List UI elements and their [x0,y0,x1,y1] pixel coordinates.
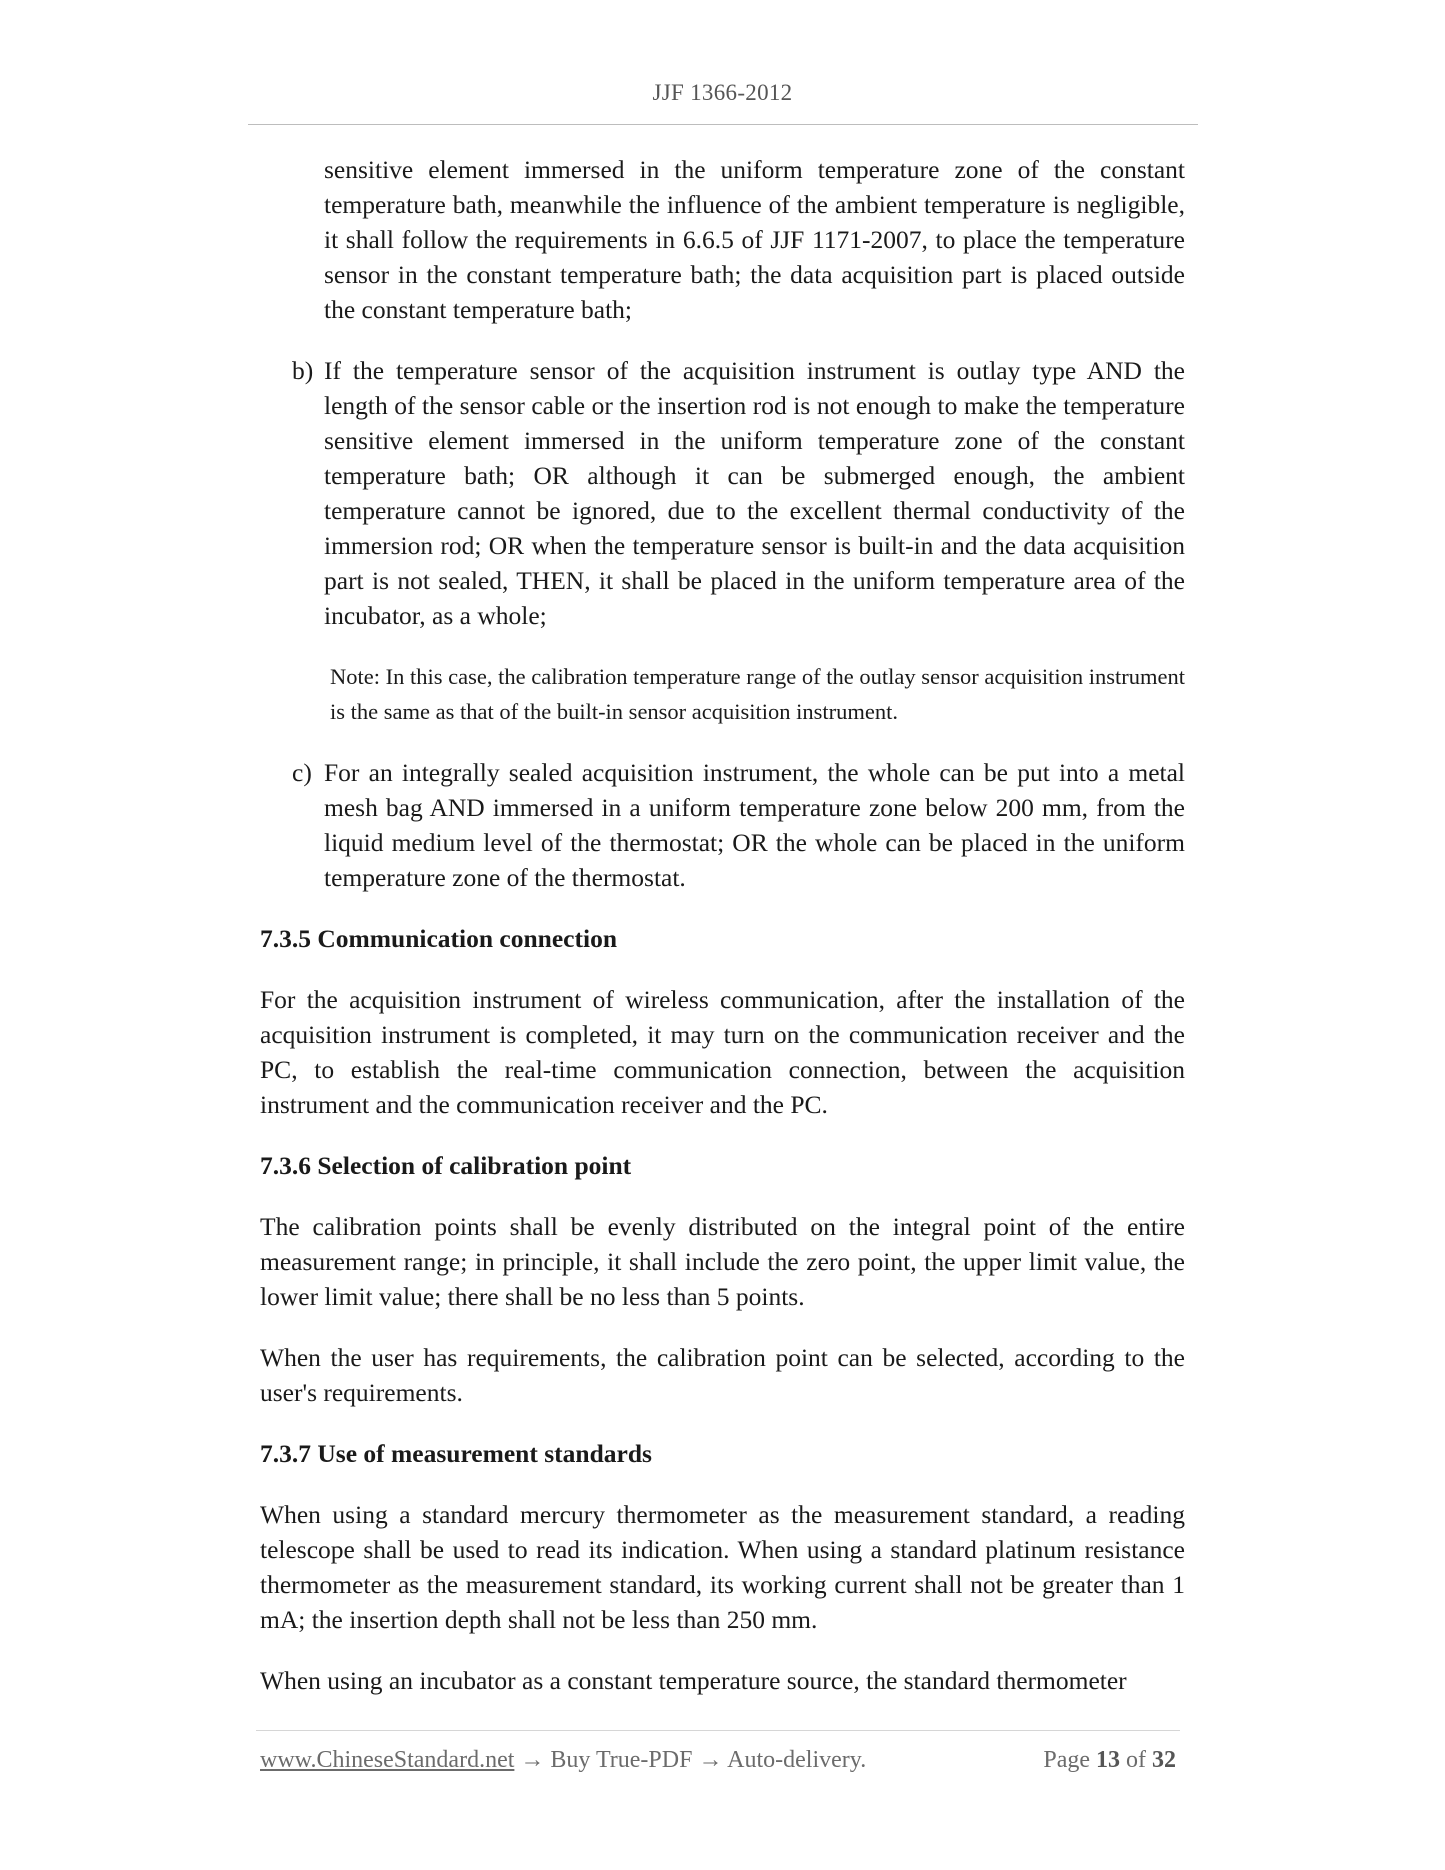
delivery-text: Auto-delivery. [727,1747,867,1773]
section-737-paragraph-1: When using a standard mercury thermometer as the measurement standard, a reading telescope shall be used to read its indication. When using a standard platinum resistance thermometer as the measurement standard, its working current shall not be greater than 1 mA; the insertion depth shall not be less than 250 mm. [260,1500,1185,1634]
footer-promo [260,1747,866,1774]
page-indicator [1043,1747,1176,1774]
continued-list-item-a: sensitive element immersed in the uniform temperature zone of the constant temperature bath, meanwhile the influence of the ambient temperature is negligible, it shall follow the requirements in 6.6.5 of JJF 1171-2007, to place the temperature sensor in the constant temperature bath; the data acquisition part is placed outside the constant temperature bath; [324,155,1185,324]
page-body [260,152,1185,1724]
page-header [0,80,1445,106]
section-heading-737: 7.3.7 Use of measurement standards [260,1439,652,1468]
list-item-c-text: For an integrally sealed acquisition instrument, the whole can be put into a metal mesh bag AND immersed in a uniform temperature zone below 200 mm, from the liquid medium level of the thermostat; OR the whole can be placed in the uniform temperature zone of the thermostat. [324,758,1185,892]
section-735-paragraph: For the acquisition instrument of wireless communication, after the installation of the acquisition instrument is completed, it may turn on the communication receiver and the PC, to establish the real-time communication connection, between the acquisition instrument and the communication receiver and the PC. [260,985,1185,1119]
page-of-label: of [1126,1747,1146,1773]
list-item-c [260,755,1185,895]
arrow-icon: → [520,1747,545,1773]
header-divider [248,124,1198,125]
footer-divider [256,1730,1180,1731]
list-marker-c: c) [292,758,312,787]
list-marker-b: b) [292,356,314,385]
section-736-paragraph-2: When the user has requirements, the calibration point can be selected, according to the user's requirements. [260,1343,1185,1407]
section-heading-735: 7.3.5 Communication connection [260,924,617,953]
section-736-paragraph-1: The calibration points shall be evenly distributed on the integral point of the entire measurement range; in principle, it shall include the zero point, the upper limit value, the lower limit value; there shall be no less than 5 points. [260,1212,1185,1311]
page-total: 32 [1152,1747,1176,1773]
page-current: 13 [1096,1747,1120,1773]
note-text: Note: In this case, the calibration temperature range of the outlay sensor acquisition instrument is the same as that of the built-in sensor acquisition instrument. [330,664,1185,724]
site-link[interactable]: www.ChineseStandard.net [260,1747,515,1773]
document-code: JJF 1366-2012 [652,80,793,105]
buy-text: Buy True-PDF [550,1747,693,1773]
section-737-paragraph-2: When using an incubator as a constant temperature source, the standard thermometer [260,1666,1127,1695]
list-item-b [260,353,1185,633]
page-label: Page [1043,1747,1090,1773]
section-heading-736: 7.3.6 Selection of calibration point [260,1151,632,1180]
list-item-b-text: If the temperature sensor of the acquisition instrument is outlay type AND the length of the sensor cable or the insertion rod is not enough to make the temperature sensitive element immersed in the uniform temperature zone of the constant temperature bath; OR although it can be submerged enough, the ambient temperature cannot be ignored, due to the excellent thermal conductivity of the immersion rod; OR when the temperature sensor is built-in and the data acquisition part is not sealed, THEN, it shall be placed in the uniform temperature area of the incubator, as a whole; [324,356,1185,630]
arrow-icon: → [698,1747,723,1773]
